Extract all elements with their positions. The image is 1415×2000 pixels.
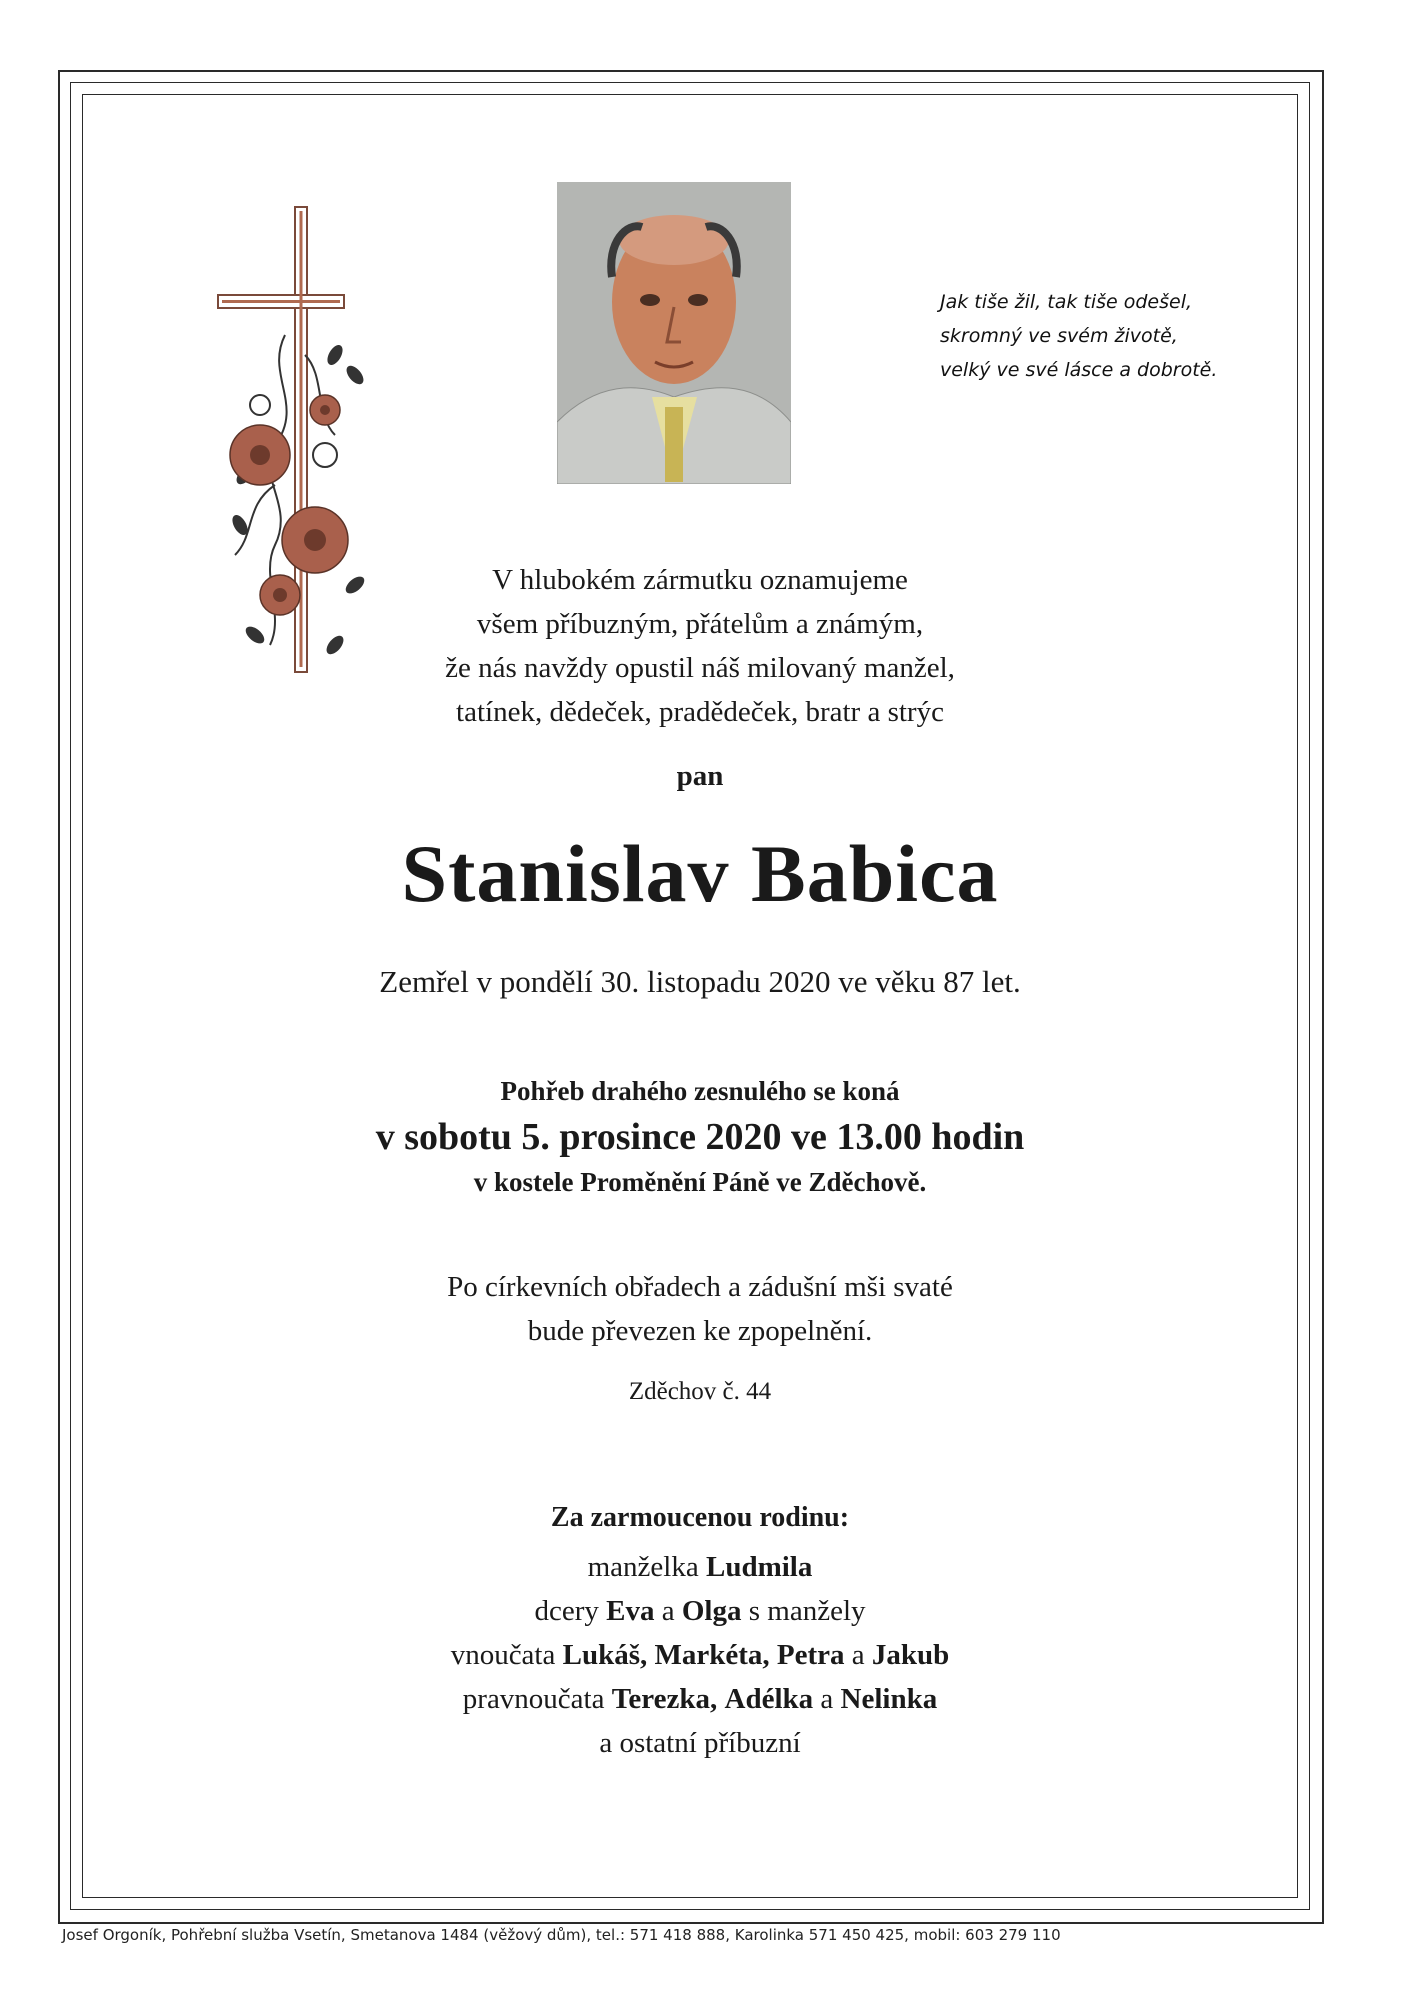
family-member-name: Nelinka xyxy=(840,1683,938,1715)
family-prefix: dcery xyxy=(534,1595,599,1627)
announcement-line: V hlubokém zármutku oznamujeme xyxy=(492,564,908,596)
title-word: pan xyxy=(676,760,724,792)
motto-line: velký ve své lásce a dobrotě. xyxy=(940,359,1218,381)
family-member-name: Lukáš, xyxy=(562,1639,648,1671)
motto-line: Jak tiše žil, tak tiše odešel, xyxy=(940,291,1193,313)
family-member-name: Terezka, xyxy=(611,1683,718,1715)
funeral-service-footer: Josef Orgoník, Pohřební služba Vsetín, Smetanova 1484 (věžový dům), tel.: 571 418 888, Karolinka 571 450 425, mobil: 603 279 110 xyxy=(62,1926,1061,1944)
death-notice: Zemřel v pondělí 30. listopadu 2020 ve věku 87 let. xyxy=(379,964,1021,999)
family-suffix: s manžely xyxy=(748,1595,866,1627)
family-line-wife xyxy=(160,1545,1240,1589)
family-line-daughters xyxy=(160,1589,1240,1633)
deceased-name: Stanislav Babica xyxy=(401,828,999,919)
funeral-location: v kostele Proměnění Páně ve Zděchově. xyxy=(473,1167,927,1197)
family-prefix: manželka xyxy=(587,1551,699,1583)
portrait-image-icon xyxy=(557,182,791,484)
family-member-name: Eva xyxy=(606,1595,655,1627)
announcement-line: že nás navždy opustil náš milovaný manžel, xyxy=(445,652,955,684)
announcement xyxy=(160,558,1240,734)
family-member-name: Adélka xyxy=(724,1683,814,1715)
rites-note xyxy=(160,1265,1240,1353)
rites-line: Po církevních obřadech a zádušní mši svaté xyxy=(447,1271,953,1303)
family-member-name: Ludmila xyxy=(705,1551,813,1583)
family-line-grandchildren xyxy=(160,1633,1240,1677)
family-line-others: a ostatní příbuzní xyxy=(599,1727,801,1759)
family-line-great-grandchildren xyxy=(160,1677,1240,1721)
conjunction: a xyxy=(851,1639,865,1671)
address: Zděchov č. 44 xyxy=(628,1378,772,1405)
funeral-intro: Pohřeb drahého zesnulého se koná xyxy=(500,1076,900,1106)
motto xyxy=(940,285,1270,387)
announcement-line: všem příbuzným, přátelům a známým, xyxy=(476,608,924,640)
family-member-name: Jakub xyxy=(871,1639,950,1671)
portrait-photo xyxy=(557,182,791,484)
family-list xyxy=(160,1545,1240,1765)
family-member-name: Petra xyxy=(776,1639,845,1671)
family-member-name: Markéta, xyxy=(654,1639,770,1671)
motto-line: skromný ve svém životě, xyxy=(940,325,1178,347)
conjunction: a xyxy=(820,1683,834,1715)
rites-line: bude převezen ke zpopelnění. xyxy=(527,1315,873,1347)
family-member-name: Olga xyxy=(681,1595,742,1627)
conjunction: a xyxy=(661,1595,675,1627)
family-prefix: pravnoučata xyxy=(462,1683,605,1715)
family-prefix: vnoučata xyxy=(450,1639,556,1671)
family-title: Za zarmoucenou rodinu: xyxy=(550,1502,850,1533)
funeral-date: v sobotu 5. prosince 2020 ve 13.00 hodin xyxy=(375,1116,1025,1158)
announcement-line: tatínek, dědeček, pradědeček, bratr a strýc xyxy=(456,696,944,728)
